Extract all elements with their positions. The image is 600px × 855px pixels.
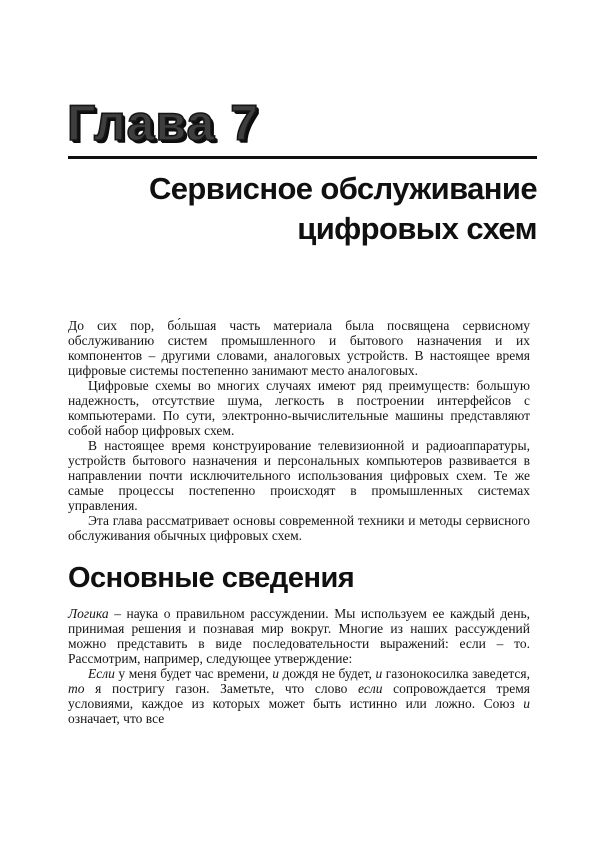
page-content (68, 318, 530, 726)
section-heading: Основные сведения (68, 562, 355, 594)
section-text (68, 606, 530, 726)
chapter-title (68, 169, 537, 249)
chapter-title-line-2: цифровых схем (297, 211, 537, 246)
paragraph: До сих пор, бо́льшая часть материала была посвящена сервисному обслуживанию систем промышленного и бытового назначения и их компонентов – другими словами, аналоговых устройств. В настоящее время цифровые системы постепенно занимают место аналоговых. (68, 318, 530, 378)
paragraph: Эта глава рассматривает основы современной техники и методы сервисного обслуживания обычных цифровых схем. (68, 513, 530, 543)
chapter-rule-divider (68, 156, 537, 159)
paragraph: Если у меня будет час времени, и дождя не будет, и газонокосилка заведется, то я постригу газон. Заметьте, что слово если сопровождается тремя условиями, каждое из которых может быть истинно или ложно. Союз и означает, что все (68, 666, 531, 726)
paragraph: В настоящее время конструирование телевизионной и радиоаппаратуры, устройств бытового назначения и персональных компьютеров развивается в направлении почти исключительного использования цифровых схем. Те же самые процессы постепенно происходят в промышленных системах управления. (68, 438, 530, 513)
paragraph: Логика – наука о правильном рассуждении. Мы используем ее каждый день, принимая решения и познавая мир вокруг. Многие из наших рассуждений можно представить в виде последовательности выражений: если – то. Рассмотрим, например, следующее утверждение: (68, 606, 530, 666)
chapter-title-line-1: Сервисное обслуживание (149, 171, 537, 206)
chapter-number-heading: Глава 7 (67, 95, 260, 151)
paragraph: Цифровые схемы во многих случаях имеют ряд преимуществ: большую надежность, отсутствие шума, легкость в построении интерфейсов с компьютерами. По сути, электронно-вычислительные машины представляют собой набор цифровых схем. (68, 378, 530, 438)
intro-text (68, 318, 530, 543)
